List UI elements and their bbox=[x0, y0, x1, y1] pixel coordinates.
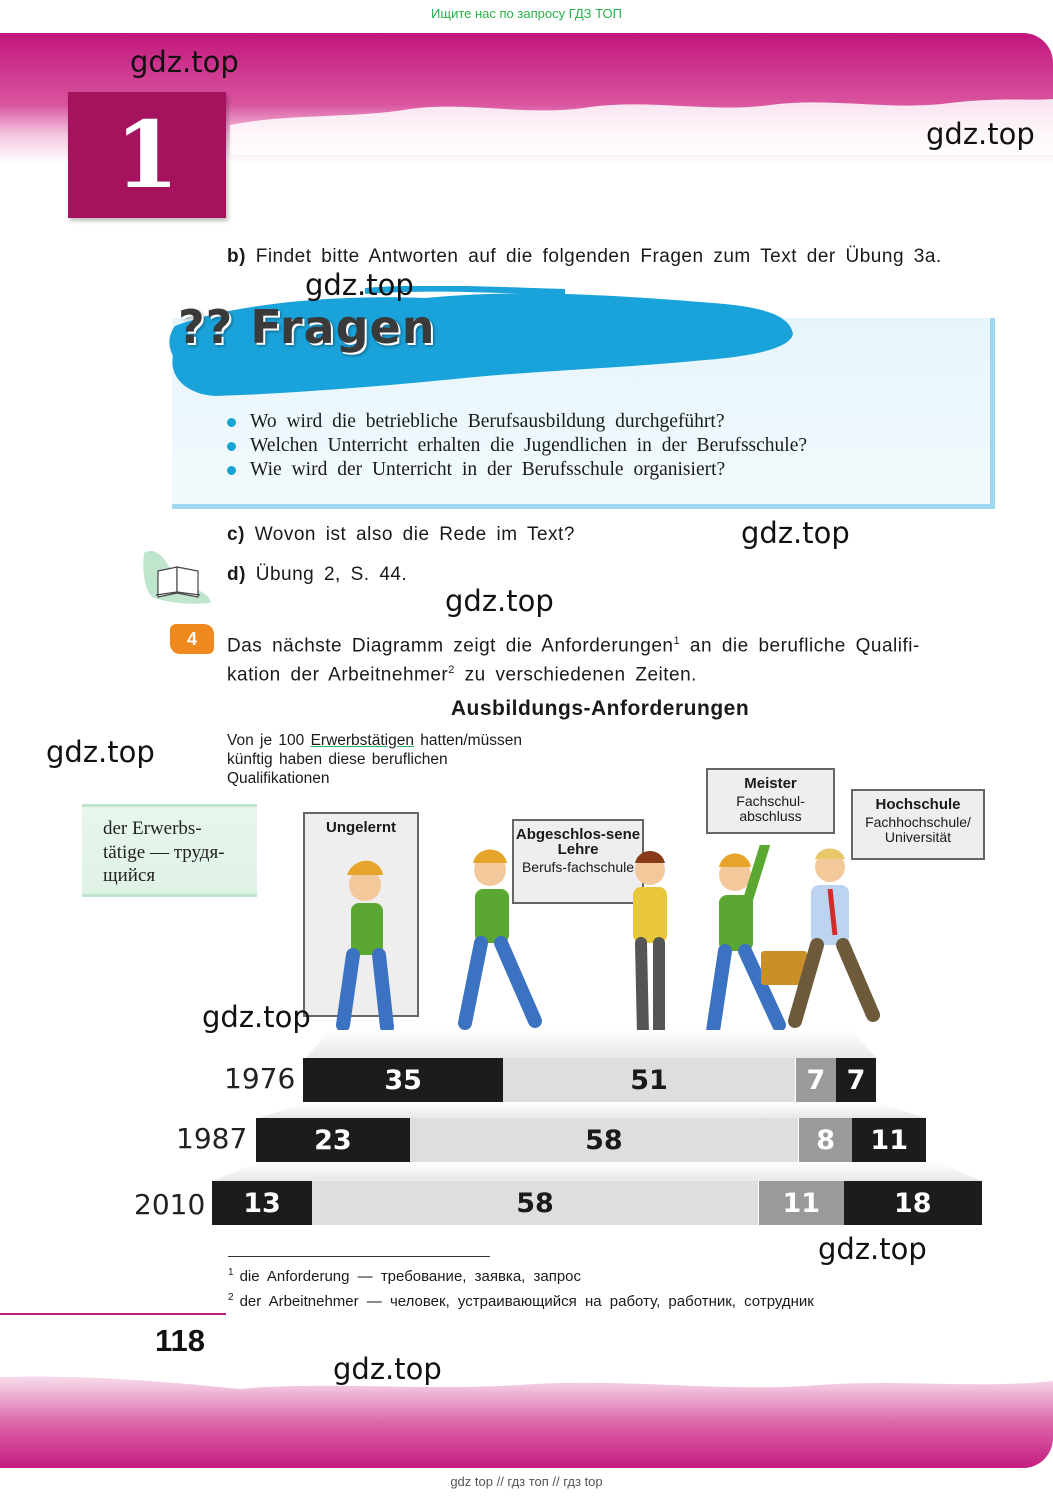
page-number: 118 bbox=[155, 1323, 206, 1358]
question-item bbox=[222, 458, 807, 482]
bar-value-label: 8 bbox=[816, 1124, 836, 1156]
bullet-icon bbox=[227, 442, 236, 451]
watermark: gdz.top bbox=[926, 117, 1035, 151]
bar-value-label: 13 bbox=[243, 1187, 281, 1219]
watermark: gdz.top bbox=[445, 584, 554, 618]
question-item bbox=[222, 410, 807, 434]
segment-hochschule bbox=[836, 1058, 876, 1102]
card-hochschule: Hochschule Fachhochschule/ Universität bbox=[851, 789, 985, 860]
task-b-label: b) bbox=[227, 246, 246, 267]
person-graduate bbox=[761, 849, 873, 1022]
bullet-icon bbox=[227, 466, 236, 475]
watermark: gdz.top bbox=[202, 1000, 311, 1034]
segment-lehre bbox=[503, 1058, 795, 1102]
question-text: Wie wird der Unterricht in der Berufsschule organisiert? bbox=[250, 459, 726, 480]
segment-ungelernt bbox=[256, 1118, 410, 1162]
book-icon bbox=[140, 545, 215, 605]
chart-title: Ausbildungs-Anforderungen bbox=[450, 697, 750, 720]
card-meister: Meister Fachschul-abschluss bbox=[706, 768, 835, 834]
chart-subtitle: Von je 100 Erwerbstätigen hatten/müssen künftig haben diese beruflichen Qualifikationen bbox=[227, 732, 522, 787]
footnotes bbox=[228, 1262, 814, 1312]
bottom-banner[interactable]: gdz top // гдз топ // гдз top bbox=[450, 1474, 603, 1489]
segment-meister bbox=[795, 1058, 836, 1102]
watermark: gdz.top bbox=[333, 1352, 442, 1386]
bar-value-label: 7 bbox=[846, 1064, 866, 1096]
bar-value-label: 11 bbox=[782, 1187, 821, 1219]
step-platform bbox=[212, 1162, 982, 1181]
bar-value-label: 18 bbox=[894, 1187, 932, 1219]
task-c-label: c) bbox=[227, 524, 245, 545]
task-b bbox=[227, 246, 942, 268]
segment-ungelernt bbox=[303, 1058, 503, 1102]
task-d-label: d) bbox=[227, 564, 246, 585]
bullet-icon bbox=[227, 418, 236, 427]
watermark: gdz.top bbox=[741, 516, 850, 550]
bar-row-1976 bbox=[303, 1058, 876, 1102]
year-label: 1976 bbox=[224, 1062, 296, 1095]
task-b-text: Findet bitte Antworten auf die folgenden Fragen zum Text der Übung 3a. bbox=[255, 246, 942, 267]
segment-hochschule bbox=[844, 1181, 982, 1225]
watermark: gdz.top bbox=[305, 268, 414, 302]
watermark: gdz.top bbox=[818, 1232, 927, 1266]
task-d bbox=[227, 564, 407, 586]
segment-lehre bbox=[410, 1118, 798, 1162]
bar-value-label: 58 bbox=[585, 1124, 623, 1156]
questions-list bbox=[222, 410, 807, 482]
question-text: Wo wird die betriebliche Berufsausbildung durchgeführt? bbox=[250, 411, 725, 432]
person-master bbox=[713, 845, 779, 1031]
person-apprentice bbox=[465, 850, 535, 1024]
segment-lehre bbox=[312, 1181, 758, 1225]
watermark: gdz.top bbox=[130, 45, 239, 79]
card-lehre: Abgeschlos-sene Lehre Berufs-fachschule bbox=[512, 819, 644, 904]
questions-title: ?? Fragen bbox=[178, 300, 436, 354]
footer-band-edge bbox=[0, 1355, 1053, 1395]
chapter-number: 1 bbox=[68, 92, 226, 218]
bar-value-label: 58 bbox=[516, 1187, 554, 1219]
person-skilled bbox=[633, 851, 667, 1035]
year-label: 2010 bbox=[134, 1188, 206, 1221]
segment-ungelernt bbox=[212, 1181, 312, 1225]
task-d-text: Übung 2, S. 44. bbox=[255, 564, 408, 585]
people-illustration bbox=[295, 845, 895, 1045]
question-text: Welchen Unterricht erhalten die Jugendlichen in der Berufsschule? bbox=[250, 435, 808, 456]
vocabulary-note: der Erwerbs- tätige — трудя- щийся bbox=[82, 804, 257, 897]
top-banner[interactable]: Ищите нас по запросу ГДЗ ТОП bbox=[431, 6, 622, 21]
task-c-text: Wovon ist also die Rede im Text? bbox=[254, 524, 575, 545]
segment-hochschule bbox=[852, 1118, 926, 1162]
bar-value-label: 11 bbox=[870, 1124, 908, 1156]
bar-row-2010 bbox=[212, 1181, 982, 1225]
bar-value-label: 35 bbox=[384, 1064, 422, 1096]
person-unskilled bbox=[343, 861, 387, 1027]
bar-value-label: 7 bbox=[806, 1064, 826, 1096]
step-platform bbox=[306, 1030, 876, 1058]
bar-value-label: 23 bbox=[314, 1124, 352, 1156]
bar-row-1987 bbox=[256, 1118, 926, 1162]
bar-value-label: 51 bbox=[630, 1064, 668, 1096]
watermark: gdz.top bbox=[46, 735, 155, 769]
step-platform bbox=[258, 1103, 926, 1118]
segment-meister bbox=[758, 1181, 844, 1225]
task-4-text: Das nächste Diagramm zeigt die Anforderungen$^1$ an die berufliche Qualifi- kation der Arbeitnehmer$^2$ zu verschiedenen Zeiten. bbox=[227, 635, 920, 686]
task-c bbox=[227, 524, 575, 546]
segment-meister bbox=[798, 1118, 853, 1162]
page-divider bbox=[0, 1313, 226, 1315]
footnote-1: $^1$ die Anforderung — требование, заявка, запрос bbox=[228, 1267, 582, 1285]
question-item bbox=[222, 434, 807, 458]
footnote-divider bbox=[228, 1256, 490, 1257]
card-ungelernt: Ungelernt bbox=[303, 812, 419, 1017]
year-label: 1987 bbox=[176, 1122, 248, 1155]
footnote-2: $^2$ der Arbeitnehmer — человек, устраивающийся на работу, работник, сотрудник bbox=[228, 1292, 814, 1310]
task-number-badge: 4 bbox=[170, 624, 214, 654]
